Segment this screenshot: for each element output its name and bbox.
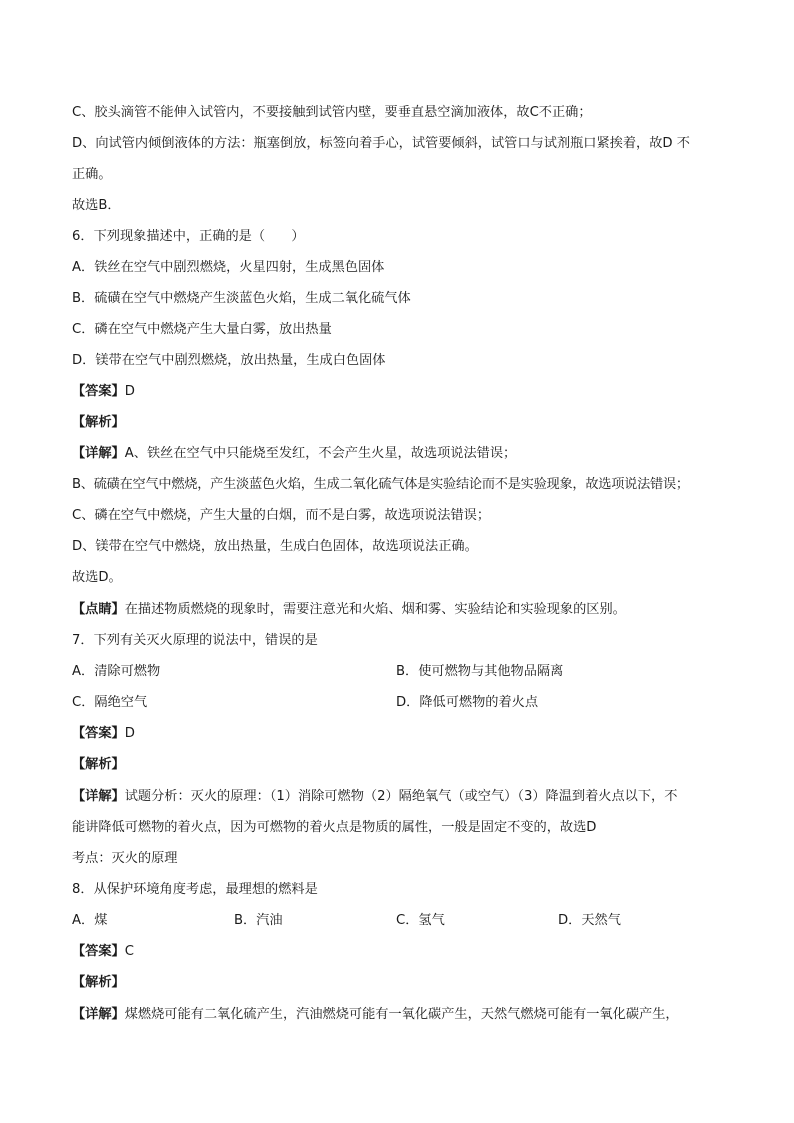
q8-option-b: B．汽油	[234, 913, 283, 928]
q6-stem: 6．下列现象描述中，正确的是（ ）	[72, 229, 305, 244]
answer-value: C	[124, 944, 134, 959]
q7-detail-line2: 能讲降低可燃物的着火点，因为可燃物的着火点是物质的属性，一般是固定不变的，故选D	[72, 820, 597, 835]
q5-option-d-explanation-line2: 正确。	[72, 167, 112, 182]
detail-text: 试题分析：灭火的原理：（1）消除可燃物（2）隔绝氧气（或空气）（3）降温到着火点以下，不	[124, 789, 678, 804]
answer-tag: 【答案】	[72, 384, 125, 399]
q6-answer	[72, 383, 135, 401]
detail-tag: 【详解】	[72, 446, 125, 461]
q6-detail-d: D、镁带在空气中燃烧，放出热量，生成白色固体，故选项说法正确。	[72, 539, 478, 554]
q7-option-c: C．隔绝空气	[72, 695, 148, 710]
q8-analysis-tag: 【解析】	[72, 975, 125, 990]
q8-option-c: C．氢气	[396, 913, 445, 928]
q6-analysis-tag: 【解析】	[72, 415, 125, 430]
q7-stem: 7．下列有关灭火原理的说法中，错误的是	[72, 633, 318, 648]
detail-text: A、铁丝在空气中只能烧至发红，不会产生火星，故选项说法错误；	[124, 446, 517, 461]
q6-option-a: A．铁丝在空气中剧烈燃烧，火星四射，生成黑色固体	[72, 260, 385, 275]
tip-tag: 【点睛】	[72, 602, 125, 617]
q6-choice: 故选D。	[72, 570, 122, 585]
q7-answer	[72, 725, 135, 743]
tip-text: 在描述物质燃烧的现象时，需要注意光和火焰、烟和雾、实验结论和实验现象的区别。	[124, 602, 626, 617]
answer-value: D	[124, 384, 135, 399]
q7-analysis-tag: 【解析】	[72, 757, 125, 772]
answer-value: D	[124, 726, 135, 741]
detail-text: 煤燃烧可能有二氧化硫产生，汽油燃烧可能有一氧化碳产生，天然气燃烧可能有一氧化碳产生，	[124, 1007, 679, 1022]
detail-tag: 【详解】	[72, 789, 125, 804]
q8-option-d: D．天然气	[558, 913, 621, 928]
q8-answer	[72, 943, 134, 961]
q7-option-a: A．清除可燃物	[72, 664, 161, 679]
q7-kaodian: 考点：灭火的原理	[72, 851, 178, 866]
q6-option-b: B．硫磺在空气中燃烧产生淡蓝色火焰，生成二氧化硫气体	[72, 291, 411, 306]
q5-choice: 故选B．	[72, 198, 121, 213]
q6-detail-b: B、硫磺在空气中燃烧，产生淡蓝色火焰，生成二氧化硫气体是实验结论而不是实验现象，故选项说法错误；	[72, 477, 689, 492]
q8-stem: 8．从保护环境角度考虑，最理想的燃料是	[72, 882, 318, 897]
q5-option-d-explanation-line1: D、向试管内倾倒液体的方法：瓶塞倒放，标签向着手心，试管要倾斜，试管口与试剂瓶口紧挨着，故D 不	[72, 136, 690, 151]
q7-detail-line1	[72, 788, 677, 806]
q7-option-b: B．使可燃物与其他物品隔离	[396, 664, 564, 679]
detail-tag: 【详解】	[72, 1007, 125, 1022]
q6-tip	[72, 601, 626, 619]
q8-option-a: A．煤	[72, 913, 108, 928]
q5-option-c-explanation: C、胶头滴管不能伸入试管内，不要接触到试管内壁，要垂直悬空滴加液体，故C不正确；	[72, 105, 592, 120]
answer-tag: 【答案】	[72, 726, 125, 741]
answer-tag: 【答案】	[72, 944, 125, 959]
q6-option-c: C．磷在空气中燃烧产生大量白雾，放出热量	[72, 322, 332, 337]
q6-detail-c: C、磷在空气中燃烧，产生大量的白烟，而不是白雾，故选项说法错误；	[72, 508, 491, 523]
q6-option-d: D．镁带在空气中剧烈燃烧，放出热量，生成白色固体	[72, 353, 386, 368]
q8-detail-line1	[72, 1006, 679, 1024]
q7-option-d: D．降低可燃物的着火点	[396, 695, 539, 710]
q6-detail-a	[72, 445, 516, 463]
